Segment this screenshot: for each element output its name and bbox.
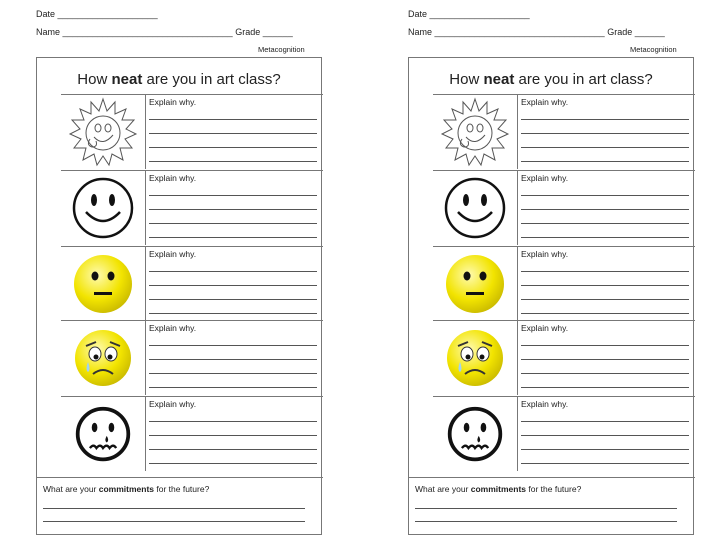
answer-line[interactable]	[149, 387, 317, 388]
sad-face-icon	[61, 397, 146, 471]
rating-row-neat	[433, 170, 695, 245]
answer-line[interactable]	[521, 463, 689, 464]
worried-face-icon	[433, 321, 518, 395]
section-label: Metacognition	[258, 45, 305, 54]
sun-face-icon	[61, 95, 146, 169]
answer-line[interactable]	[521, 421, 689, 422]
answer-line[interactable]	[149, 299, 317, 300]
section-label: Metacognition	[630, 45, 677, 54]
rating-row-messy	[433, 320, 695, 395]
divider	[409, 477, 695, 478]
answer-line[interactable]	[149, 209, 317, 210]
answer-line[interactable]	[149, 345, 317, 346]
answer-line[interactable]	[149, 119, 317, 120]
explain-label: Explain why.	[521, 249, 569, 259]
answer-line[interactable]	[149, 373, 317, 374]
rating-box	[36, 57, 322, 535]
answer-line[interactable]	[149, 359, 317, 360]
explain-label: Explain why.	[521, 323, 569, 333]
answer-line[interactable]	[521, 449, 689, 450]
explain-label: Explain why.	[521, 97, 569, 107]
sad-face-icon	[433, 397, 518, 471]
answer-line[interactable]	[521, 223, 689, 224]
answer-line[interactable]	[149, 421, 317, 422]
explain-label: Explain why.	[149, 97, 197, 107]
explain-label: Explain why.	[149, 173, 197, 183]
worksheet-right	[372, 0, 728, 546]
rating-row-messy	[61, 320, 323, 395]
answer-line[interactable]	[521, 435, 689, 436]
rating-row-very-neat	[61, 94, 323, 169]
answer-line[interactable]	[149, 133, 317, 134]
answer-line[interactable]	[521, 237, 689, 238]
answer-line[interactable]	[521, 271, 689, 272]
answer-line[interactable]	[149, 223, 317, 224]
page-title: How neat are you in art class?	[77, 71, 281, 88]
answer-line[interactable]	[149, 161, 317, 162]
rating-row-very-neat	[433, 94, 695, 169]
commitments-prompt: What are your commitments for the future?	[415, 484, 582, 494]
answer-line[interactable]	[149, 237, 317, 238]
answer-line[interactable]	[521, 119, 689, 120]
date-field[interactable]: Date ____________________	[36, 9, 158, 19]
worried-face-icon	[61, 321, 146, 395]
name-grade-field[interactable]: Name __________________________________ Grade ______	[36, 27, 293, 37]
answer-line[interactable]	[521, 313, 689, 314]
divider	[37, 477, 323, 478]
explain-label: Explain why.	[149, 249, 197, 259]
answer-line[interactable]	[149, 285, 317, 286]
neutral-face-icon	[61, 247, 146, 321]
commitment-line[interactable]	[415, 508, 677, 509]
rating-box	[408, 57, 694, 535]
smiley-face-icon	[61, 171, 146, 245]
answer-line[interactable]	[521, 133, 689, 134]
answer-line[interactable]	[149, 435, 317, 436]
commitment-line[interactable]	[415, 521, 677, 522]
sun-face-icon	[433, 95, 518, 169]
neutral-face-icon	[433, 247, 518, 321]
answer-line[interactable]	[521, 299, 689, 300]
answer-line[interactable]	[521, 285, 689, 286]
explain-label: Explain why.	[149, 323, 197, 333]
answer-line[interactable]	[521, 147, 689, 148]
answer-line[interactable]	[521, 209, 689, 210]
explain-label: Explain why.	[149, 399, 197, 409]
answer-line[interactable]	[521, 195, 689, 196]
smiley-face-icon	[433, 171, 518, 245]
answer-line[interactable]	[149, 463, 317, 464]
answer-line[interactable]	[149, 147, 317, 148]
rating-row-very-messy	[433, 396, 695, 471]
answer-line[interactable]	[149, 449, 317, 450]
answer-line[interactable]	[149, 313, 317, 314]
name-grade-field[interactable]: Name __________________________________ Grade ______	[408, 27, 665, 37]
rating-row-okay	[61, 246, 323, 321]
answer-line[interactable]	[521, 359, 689, 360]
rating-row-neat	[61, 170, 323, 245]
worksheet-left	[0, 0, 362, 546]
explain-label: Explain why.	[521, 173, 569, 183]
date-field[interactable]: Date ____________________	[408, 9, 530, 19]
answer-line[interactable]	[521, 387, 689, 388]
commitment-line[interactable]	[43, 521, 305, 522]
commitment-line[interactable]	[43, 508, 305, 509]
answer-line[interactable]	[149, 271, 317, 272]
rating-row-okay	[433, 246, 695, 321]
commitments-prompt: What are your commitments for the future?	[43, 484, 210, 494]
answer-line[interactable]	[521, 373, 689, 374]
answer-line[interactable]	[149, 195, 317, 196]
rating-row-very-messy	[61, 396, 323, 471]
answer-line[interactable]	[521, 161, 689, 162]
page-title: How neat are you in art class?	[449, 71, 653, 88]
answer-line[interactable]	[521, 345, 689, 346]
explain-label: Explain why.	[521, 399, 569, 409]
